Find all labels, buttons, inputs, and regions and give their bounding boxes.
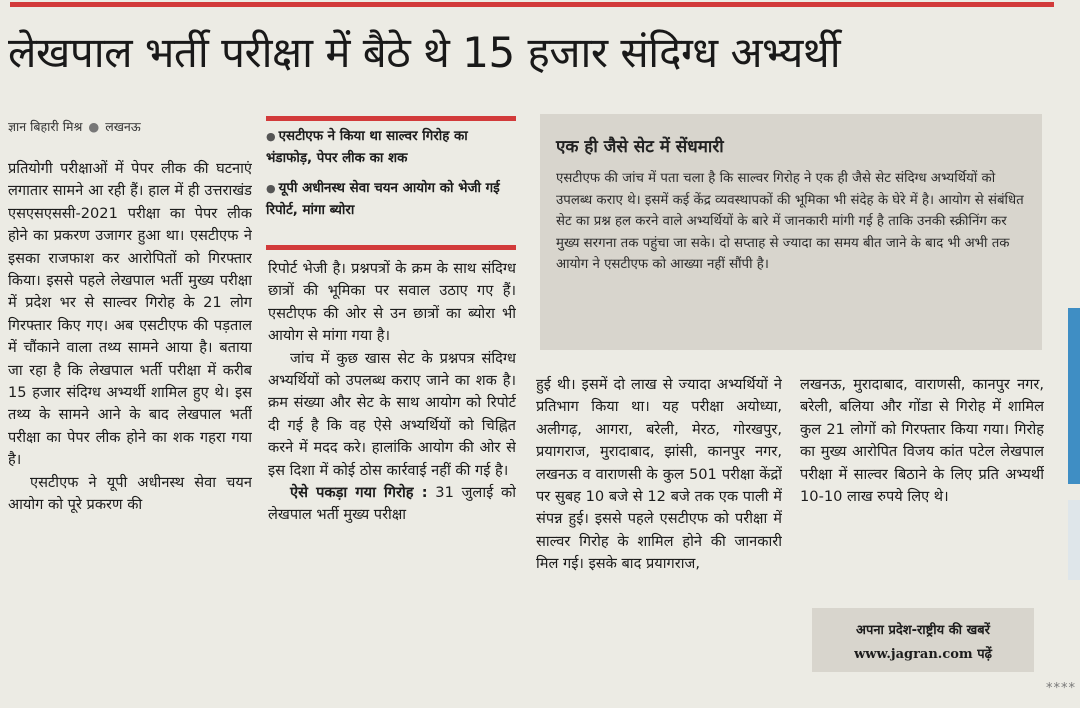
sidebar-title: एक ही जैसे सेट में सेंधमारी xyxy=(556,137,724,157)
footer-line-1: अपना प्रदेश-राष्ट्रीय की खबरें xyxy=(856,623,990,638)
bullet-icon: ● xyxy=(266,182,276,195)
highlights-bottom-rule xyxy=(266,245,516,250)
byline-author: ज्ञान बिहारी मिश्र xyxy=(8,119,83,134)
subhead-continuation: 31 जुलाई को लेखपाल भर्ती मुख्य परीक्षा xyxy=(268,484,516,524)
highlight-text: एसटीएफ ने किया था साल्वर गिरोह का भंडाफोड़, पेपर लीक का शक xyxy=(266,129,468,166)
stars-mark: **** xyxy=(1046,681,1076,696)
col1-paragraph: एसटीएफ ने यूपी अधीनस्थ सेवा चयन आयोग को पूरे प्रकरण की xyxy=(8,473,252,514)
edge-strip xyxy=(1068,308,1080,484)
highlight-text: यूपी अधीनस्थ सेवा चयन आयोग को भेजी गई रिपोर्ट, मांगा ब्योरा xyxy=(266,181,500,218)
sidebar-box xyxy=(540,114,1042,350)
footer-promo-box xyxy=(812,608,1034,672)
highlight-item xyxy=(266,126,516,169)
byline xyxy=(8,118,258,135)
col3-paragraph: हुई थी। इसमें दो लाख से ज्यादा अभ्यर्थियों ने प्रतिभाग किया था। यह परीक्षा अयोध्या, अलीगढ़, आगरा, बरेली, मेरठ, गोरखपुर, प्रयागराज, मुरादाबाद, झांसी, कानपुर नगर, लखनऊ व वाराणसी के कुल 501 परीक्षा केंद्रों पर सुबह 10 बजे से 12 बजे तक एक पाली में संपन्न हुई। इससे पहले एसटीएफ को परीक्षा में साल्वर गिरोह के शामिल होने की जानकारी मिल गई। इसके बाद प्रयागराज, xyxy=(536,376,782,573)
highlights-top-rule xyxy=(266,116,516,121)
edge-strip xyxy=(1068,500,1080,580)
sidebar-body: एसटीएफ की जांच में पता चला है कि साल्वर गिरोह ने एक ही जैसे सेट संदिग्ध अभ्यर्थियों को उपलब्ध कराए थे। इसमें कई केंद्र व्यवस्थापकों की भूमिका भी संदेह के घेरे में है। आयोग से संबंधित सेट का प्रश्न हल करने वाले अभ्यर्थियों के बारे में जानकारी मांगी गई है ताकि उनकी स्क्रीनिंग कर मुख्य सरगना तक पहुंचा जा सके। दो सप्ताह से ज्यादा का समय बीत जाने के बाद भी अभी तक आयोग ने एसटीएफ को आख्या नहीं सौंपी है। xyxy=(556,171,1024,273)
col1-paragraph: प्रतियोगी परीक्षाओं में पेपर लीक की घटनाएं लगातार सामने आ रही हैं। हाल में ही उत्तराखंड एसएसएससी-2021 परीक्षा का पेपर लीक होने का प्रकरण उजागर हुआ था। एसटीएफ ने इसका राजफाश कर आरोपितों को गिरफ्तार किया। इससे पहले लेखपाल भर्ती मुख्य परीक्षा में प्रदेश भर से साल्वर गिरोह के 21 लोग गिरफ्तार किए गए। अब एसटीएफ की पड़ताल में चौंकाने वाला तथ्य सामने आया है। बताया जा रहा है कि लेखपाल भर्ती परीक्षा में करीब 15 हजार संदिग्ध अभ्यर्थी शामिल हुए थे। इस तथ्य के सामने आने के बाद लेखपाल भर्ती परीक्षा का पेपर लीक होने का शक गहरा गया है। xyxy=(8,160,252,469)
col4-paragraph: लखनऊ, मुरादाबाद, वाराणसी, कानपुर नगर, बरेली, बलिया और गोंडा से गिरोह में शामिल कुल 21 लोगों को गिरफ्तार किया गया। गिरोह का मुख्य आरोपित विजय कांत पटेल लेखपाल परीक्षा में साल्वर बिठाने के लिए प्रति अभ्यर्थी 10-10 लाख रुपये लिए थे। xyxy=(800,376,1044,506)
bullet-icon: ● xyxy=(266,130,276,143)
col2-paragraph: जांच में कुछ खास सेट के प्रश्नपत्र संदिग्ध अभ्यर्थियों को उपलब्ध कराए जाने का शक है। क्रम संख्या और सेट के साथ आयोग को रिपोर्ट दी गई है कि वह ऐसे अभ्यर्थियों को चिह्नित करने में मदद करे। हालांकि आयोग की ओर से इस दिशा में कोई ठोस कार्रवाई नहीं की गई है। xyxy=(268,349,516,479)
footer-line-2: www.jagran.com पढ़ें xyxy=(854,647,992,662)
article-column-3 xyxy=(536,374,782,674)
article-column-2 xyxy=(268,258,516,678)
col2-subhead-paragraph xyxy=(268,482,516,527)
article-headline: लेखपाल भर्ती परीक्षा में बैठे थे 15 हजार संदिग्ध अभ्यर्थी xyxy=(8,28,841,77)
top-red-rule xyxy=(10,2,1054,7)
subhead: ऐसे पकड़ा गया गिरोह : xyxy=(290,484,428,502)
byline-location: लखनऊ xyxy=(105,119,141,134)
article-column-4 xyxy=(800,374,1044,604)
highlight-item xyxy=(266,178,516,221)
article-column-1 xyxy=(8,158,252,678)
highlights-box xyxy=(266,116,516,250)
col2-paragraph: रिपोर्ट भेजी है। प्रश्नपत्रों के क्रम के साथ संदिग्ध छात्रों की भूमिका पर सवाल उठाए गए हैं। एसटीएफ की ओर से उन छात्रों का ब्योरा भी आयोग से मांगा गया है। xyxy=(268,260,516,345)
byline-separator-dot: ● xyxy=(88,119,100,134)
